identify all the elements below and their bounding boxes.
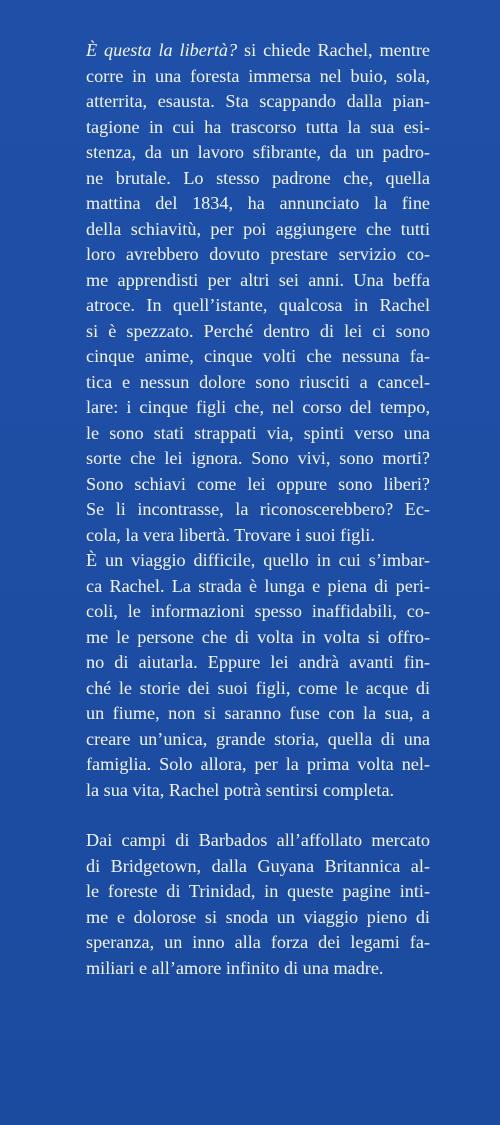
paragraph-spacer bbox=[86, 803, 430, 828]
text-line: ne brutale. Lo stesso padrone che, quella bbox=[86, 167, 430, 188]
text-line: creare un’unica, grande storia, quella di una bbox=[86, 728, 430, 749]
text-line: lare: i cinque figli che, nel corso del tempo, bbox=[86, 397, 430, 417]
text-line: stenza, da un lavoro sfibrante, da un padro- bbox=[86, 142, 430, 162]
text-line: Dai campi di Barbados all’affollato mercato bbox=[86, 830, 430, 850]
text-line: È un viaggio difficile, quello in cui s’imbar- bbox=[86, 550, 430, 570]
text-line: cola, la vera libertà. Trovare i suoi figli. bbox=[86, 524, 375, 545]
text-line: speranza, un inno alla forza dei legami fa- bbox=[86, 932, 430, 952]
text-line: di Bridgetown, dalla Guyana Britannica al- bbox=[86, 855, 430, 876]
text-line: della schiavitù, per poi aggiungere che tutti bbox=[86, 218, 430, 239]
text-line: tica e nessun dolore sono riusciti a cancel- bbox=[86, 371, 430, 392]
text-line: cinque anime, cinque volti che nessuna fa- bbox=[86, 346, 430, 366]
text-line: mattina del 1834, ha annunciato la fine bbox=[86, 193, 430, 213]
text-line: ché le storie dei suoi figli, come le acque di bbox=[86, 677, 430, 698]
text-line: atroce. In quell’istante, qualcosa in Rachel bbox=[86, 295, 430, 315]
text-line: me apprendisti per altri sei anni. Una beffa bbox=[86, 269, 430, 290]
text-line: le sono stati strappati via, spinti verso una bbox=[86, 422, 430, 443]
text-line: loro avrebbero dovuto prestare servizio co- bbox=[86, 244, 430, 264]
text-line: le foreste di Trinidad, in queste pagine inti- bbox=[86, 881, 430, 901]
blurb-text bbox=[86, 38, 430, 981]
text-line: la sua vita, Rachel potrà sentirsi completa. bbox=[86, 779, 395, 800]
paragraph-2 bbox=[86, 548, 430, 803]
text-line: coli, le informazioni spesso inaffidabili, co- bbox=[86, 601, 430, 621]
paragraph-1 bbox=[86, 64, 430, 549]
paragraph-3 bbox=[86, 828, 430, 981]
text-line: si è spezzato. Perché dentro di lei ci sono bbox=[86, 320, 430, 341]
text-line: me e dolorose si snoda un viaggio pieno di bbox=[86, 906, 430, 927]
text-line: sorte che lei ignora. Sono vivi, sono morti? bbox=[86, 448, 430, 468]
text-line: atterrita, esausta. Sta scappando dalla pian- bbox=[86, 91, 430, 111]
text-line: no di aiutarla. Eppure lei andrà avanti fin- bbox=[86, 652, 430, 672]
text-line: Se li incontrasse, la riconoscerebbero? Ec- bbox=[86, 499, 430, 519]
text-line: famiglia. Solo allora, per la prima volta nel- bbox=[86, 754, 430, 774]
text-line: me le persone che di volta in volta si offro- bbox=[86, 626, 430, 647]
blurb-lead-rest: si chiede Rachel, mentre bbox=[237, 40, 430, 60]
text-line: un fiume, non si saranno fuse con la sua, a bbox=[86, 703, 430, 723]
blurb-first-line bbox=[86, 38, 430, 64]
text-line: Sono schiavi come lei oppure sono liberi? bbox=[86, 473, 430, 494]
text-line: tagione in cui ha trascorso tutta la sua esi- bbox=[86, 116, 430, 137]
blurb-lead-question: È questa la libertà? bbox=[86, 40, 238, 60]
text-line: corre in una foresta immersa nel buio, sola, bbox=[86, 65, 430, 86]
text-line: miliari e all’amore infinito di una madre. bbox=[86, 957, 384, 978]
text-line: ca Rachel. La strada è lunga e piena di peri- bbox=[86, 575, 430, 596]
